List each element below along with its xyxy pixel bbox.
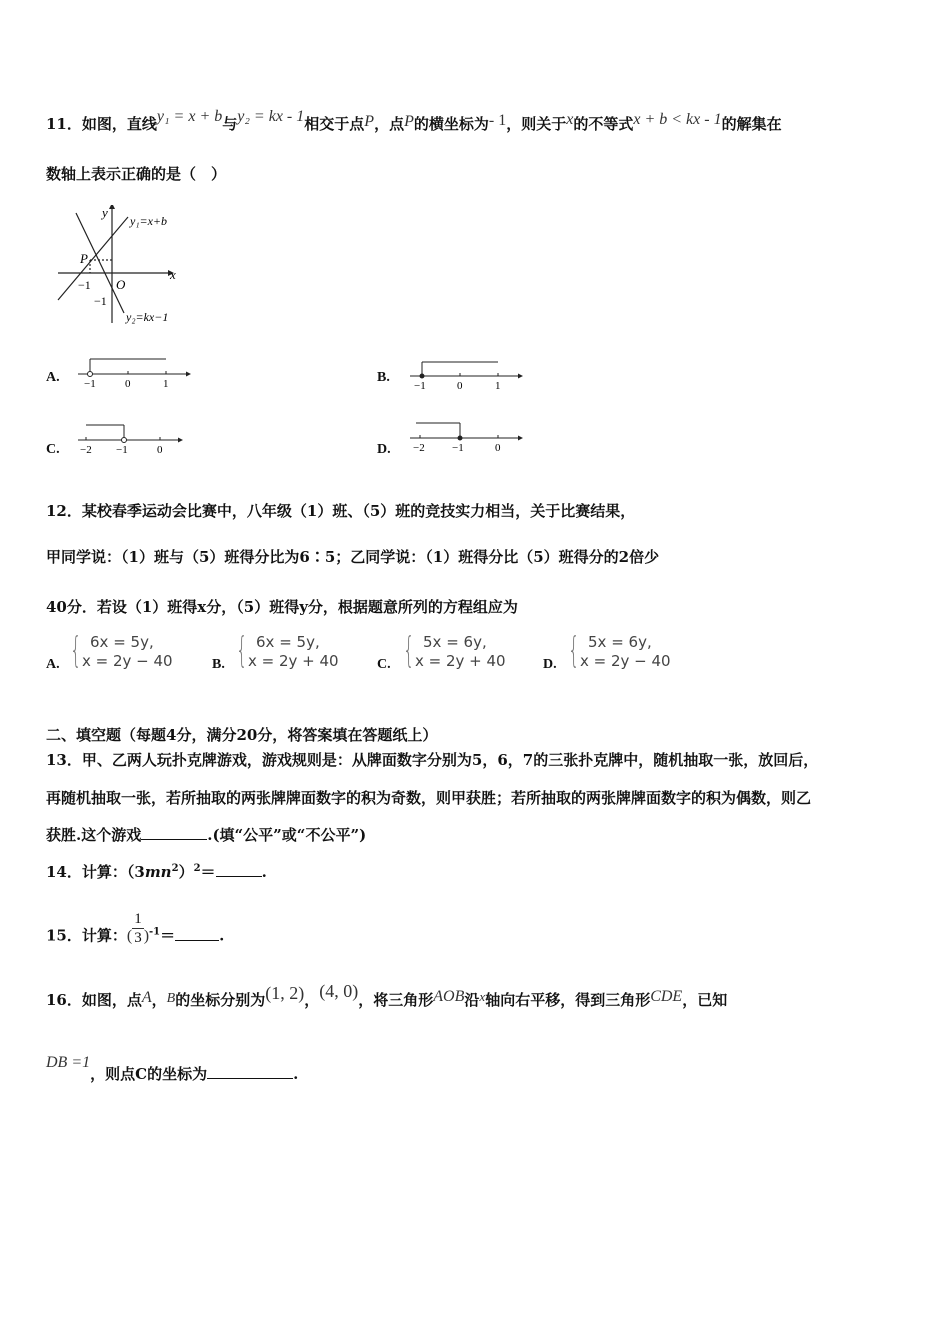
- tick: −2: [413, 442, 425, 454]
- q11-option-b-label[interactable]: B.: [377, 370, 390, 385]
- q15-line: 15．计算：( $\frac{1}{3}$ )$^{-1}$＝ .: [46, 911, 225, 946]
- graph-line2-label: y₂=kx−1: [126, 310, 169, 324]
- tick: 0: [495, 442, 501, 454]
- q16-coord-a: (1, 2): [265, 983, 305, 1003]
- q11-option-c-numberline: [78, 420, 193, 460]
- brace-icon: {: [403, 630, 415, 671]
- graph-x-label: x: [170, 267, 176, 282]
- graph-origin-label: O: [116, 277, 126, 292]
- tick: 0: [125, 378, 131, 390]
- q12-option-b-system: { 6x = 5y, x = 2y + 40: [236, 630, 339, 671]
- q12-line2: 甲同学说：（1）班与（5）班得分比为6∶5；乙同学说：（1）班得分比（5）班得分的2倍少: [46, 548, 660, 566]
- q12-line3: 40分．若设（1）班得x分，（5）班得y分，根据题意所列的方程组应为: [46, 598, 518, 616]
- q14-line: 14．计算：$(3mn^2)^2=$ .: [46, 863, 267, 881]
- q13-line2: 再随机抽取一张，若所抽取的两张牌牌面数字的积为奇数，则甲获胜；若所抽取的两张牌牌面数字的积为偶数，则乙: [46, 789, 812, 807]
- q16-coord-b: (4, 0): [319, 981, 359, 1001]
- q11-inequality: x + b < kx - 1: [633, 111, 722, 128]
- q13-line1: 13．甲、乙两人玩扑克牌游戏，游戏规则是：从牌面数字分别为5，6，7的三张扑克牌中，随机抽取一张，放回后，: [46, 751, 819, 769]
- q11-y1-expr: y₁ = x + b: [156, 108, 223, 125]
- brace-icon: {: [70, 630, 82, 671]
- tick: −1: [452, 442, 464, 454]
- q12-option-c-system: { 5x = 6y, x = 2y + 40: [403, 630, 506, 671]
- q12-option-b-label[interactable]: B.: [212, 657, 225, 672]
- tick: −1: [414, 380, 426, 392]
- q15-answer-blank[interactable]: [175, 926, 219, 941]
- q12-option-d-system: { 5x = 6y, x = 2y − 40: [568, 630, 671, 671]
- tick: −1: [84, 378, 96, 390]
- q12-option-c-label[interactable]: C.: [377, 657, 391, 672]
- q11-option-c-label[interactable]: C.: [46, 442, 60, 457]
- q15-fraction: $\frac{1}{3}$: [134, 911, 142, 946]
- q16-line1: 16．如图，点A，B的坐标分别为(1, 2)，(4, 0)，将三角形AOB沿x轴向右平移，得到三角形CDE，已知: [46, 981, 728, 1009]
- tick: 0: [157, 444, 163, 456]
- graph-neg1-x: −1: [78, 278, 91, 292]
- graph-point-label: P: [80, 251, 88, 266]
- tick: 0: [457, 380, 463, 392]
- q12-line1: 12．某校春季运动会比赛中，八年级（1）班、（5）班的竞技实力相当，关于比赛结果，: [46, 502, 636, 520]
- q11-graph: [50, 205, 200, 330]
- q13-line3: 获胜.这个游戏 .(填“公平”或“不公平”): [46, 826, 367, 844]
- q16-line2: DB =1，则点C的坐标为 .: [46, 1054, 299, 1083]
- q13-answer-blank[interactable]: [141, 825, 207, 840]
- q12-option-a-system: { 6x = 5y, x = 2y − 40: [70, 630, 173, 671]
- q11-option-a-numberline: [78, 354, 193, 392]
- q16-answer-blank[interactable]: [207, 1064, 293, 1079]
- q11-line2: 数轴上表示正确的是（ ）: [46, 165, 227, 183]
- tick: −2: [80, 444, 92, 456]
- tick: 1: [495, 380, 501, 392]
- graph-y-label: y: [102, 205, 108, 220]
- q14-answer-blank[interactable]: [216, 862, 262, 877]
- q16-db-expr: DB =1: [46, 1054, 91, 1071]
- q11-line1: 11．如图，直线y₁ = x + b与y₂ = kx - 1相交于点P，点P的横坐标为- 1，则关于x的不等式x + b < kx - 1的解集在: [46, 108, 782, 133]
- q12-option-d-label[interactable]: D.: [543, 657, 557, 672]
- q11-option-d-numberline: [410, 418, 525, 458]
- brace-icon: {: [236, 630, 248, 671]
- q12-option-a-label[interactable]: A.: [46, 657, 60, 672]
- graph-line1-label: y₁=x+b: [130, 214, 168, 228]
- graph-neg1-y: −1: [94, 294, 107, 308]
- brace-icon: {: [568, 630, 580, 671]
- tick: −1: [116, 444, 128, 456]
- tick: 1: [163, 378, 169, 390]
- q11-option-a-label[interactable]: A.: [46, 370, 60, 385]
- q11-option-b-numberline: [410, 356, 525, 394]
- section-2-heading: 二、填空题（每题4分，满分20分，将答案填在答题纸上）: [46, 726, 438, 744]
- q11-y2-expr: y₂ = kx - 1: [237, 108, 305, 125]
- q11-option-d-label[interactable]: D.: [377, 442, 391, 457]
